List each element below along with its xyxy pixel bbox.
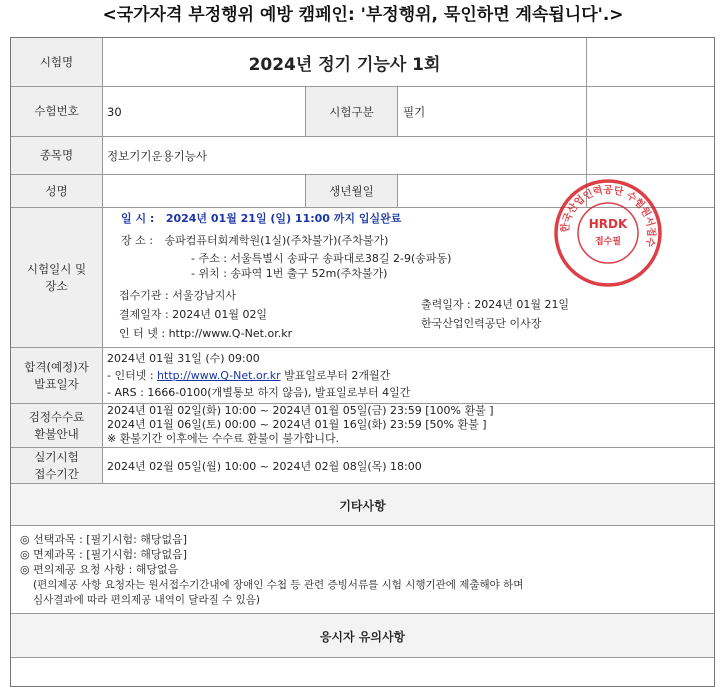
misc-note-line1: (편의제공 사항 요청자는 원서접수기간내에 장애인 수첩 등 관련 증빙서류를 시험 시행기관에 제출해야 하며 bbox=[33, 579, 524, 591]
misc-header bbox=[11, 484, 714, 526]
misc-item-exempt: ◎ 면제과목 : [필기시험: 해당없음] bbox=[20, 548, 188, 561]
result-ars: - ARS : 1666-0100(개별통보 하지 않음), 발표일로부터 4일간 bbox=[107, 386, 411, 399]
refund-label-line2: 환불안내 bbox=[34, 426, 79, 441]
print-date: 출력일자 : 2024년 01월 21일 bbox=[421, 298, 570, 311]
date-value: 2024년 01월 21일 (일) 11:00 까지 입실완료 bbox=[165, 212, 402, 225]
row-exam-number bbox=[11, 87, 714, 137]
row-result bbox=[11, 348, 714, 404]
misc-note-line2: 심사결과에 따라 편의제공 내역이 달라질 수 있음) bbox=[33, 594, 260, 606]
schedule-label-line2: 장소 bbox=[45, 278, 68, 293]
photo-area-2 bbox=[586, 87, 715, 136]
misc-title: 기타사항 bbox=[339, 499, 386, 513]
photo-area bbox=[586, 38, 715, 86]
schedule-label-line1: 시험일시 및 bbox=[26, 261, 87, 276]
exam-name-label: 시험명 bbox=[11, 38, 103, 86]
row-practical bbox=[11, 448, 714, 484]
name-label: 성명 bbox=[11, 175, 103, 207]
agency: 접수기관 : 서울강남지사 bbox=[119, 289, 236, 302]
exam-datetime bbox=[121, 211, 401, 227]
subject: 정보기기운용기능사 bbox=[107, 148, 207, 163]
refund-label-line1: 검정수수료 bbox=[28, 409, 85, 424]
result-internet-prefix: - 인터넷 : bbox=[107, 369, 158, 382]
photo-area-3 bbox=[586, 137, 715, 174]
place-address: - 주소 : 서울특별시 송파구 송파대로38길 2-9(송파동) bbox=[191, 252, 452, 265]
misc-body bbox=[11, 526, 714, 614]
payment-date: 결제일자 : 2024년 01월 02일 bbox=[119, 308, 268, 321]
result-label-line2: 발표일자 bbox=[34, 376, 79, 391]
date-prefix: 일 시 : bbox=[121, 212, 155, 225]
campaign-banner: <국가자격 부정행위 예방 캠페인: '부정행위, 묵인하면 계속됩니다'.> bbox=[102, 5, 624, 25]
row-subject bbox=[11, 137, 714, 175]
refund-line2: 2024년 01월 06일(토) 00:00 ~ 2024년 01월 16일(화) 23:59 [50% 환불 ] bbox=[107, 418, 487, 431]
misc-item-accommodation: ◎ 편의제공 요청 사항 : 해당없음 bbox=[20, 563, 179, 576]
qnet-link[interactable]: http://www.Q-Net.or.kr bbox=[157, 369, 281, 382]
issuer: 한국산업인력공단 이사장 bbox=[421, 317, 542, 330]
exam-name: 2024년 정기 기능사 1회 bbox=[248, 54, 441, 75]
exam-number: 30 bbox=[107, 104, 122, 119]
exam-number-label: 수험번호 bbox=[11, 87, 103, 136]
seal-ring-text: 한국산업인력공단 수험원서접수 bbox=[559, 184, 657, 248]
result-internet bbox=[107, 368, 390, 384]
exam-type: 필기 bbox=[403, 104, 426, 119]
row-exam-name bbox=[11, 38, 714, 87]
seal-sub-text: 접수필 bbox=[594, 237, 622, 247]
refund-line1: 2024년 01월 02일(화) 10:00 ~ 2024년 01월 05일(금) 23:59 [100% 환불 ] bbox=[107, 404, 494, 417]
result-date: 2024년 01월 31일 (수) 09:00 bbox=[107, 352, 260, 365]
misc-item-elective: ◎ 선택과목 : [필기시험: 해당없음] bbox=[20, 533, 188, 546]
internet-site: 인 터 넷 : http://www.Q-Net.or.kr bbox=[119, 327, 293, 340]
exam-ticket bbox=[10, 37, 715, 687]
notice-title: 응시자 유의사항 bbox=[319, 630, 406, 644]
subject-label: 종목명 bbox=[11, 137, 103, 174]
practical-label-line1: 실기시험 bbox=[34, 449, 79, 464]
result-internet-suffix: 발표일로부터 2개월간 bbox=[280, 369, 391, 382]
exam-type-label: 시험구분 bbox=[305, 87, 398, 136]
practical-period: 2024년 02월 05일(월) 10:00 ~ 2024년 02월 08일(목) 18:00 bbox=[107, 459, 422, 473]
hrdk-seal-stamp bbox=[553, 178, 663, 288]
seal-center-text: HRDK bbox=[588, 217, 628, 231]
row-refund bbox=[11, 404, 714, 448]
refund-note: ※ 환불기간 이후에는 수수료 환불이 불가합니다. bbox=[107, 432, 340, 445]
refund-label bbox=[11, 404, 103, 447]
exam-place bbox=[121, 233, 388, 249]
result-label bbox=[11, 348, 103, 403]
place-prefix: 장 소 : bbox=[121, 234, 153, 247]
place-location: - 위치 : 송파역 1번 출구 52m(주차불가) bbox=[191, 267, 388, 280]
practical-label bbox=[11, 448, 103, 483]
notice-header bbox=[11, 614, 714, 658]
practical-label-line2: 접수기간 bbox=[34, 466, 79, 481]
schedule-label bbox=[11, 208, 103, 347]
place-value: 송파컴퓨터회계학원(1실)(주차불가)(주차불가) bbox=[164, 234, 389, 247]
birth-label: 생년월일 bbox=[305, 175, 398, 207]
result-label-line1: 합격(예정)자 bbox=[24, 359, 89, 374]
